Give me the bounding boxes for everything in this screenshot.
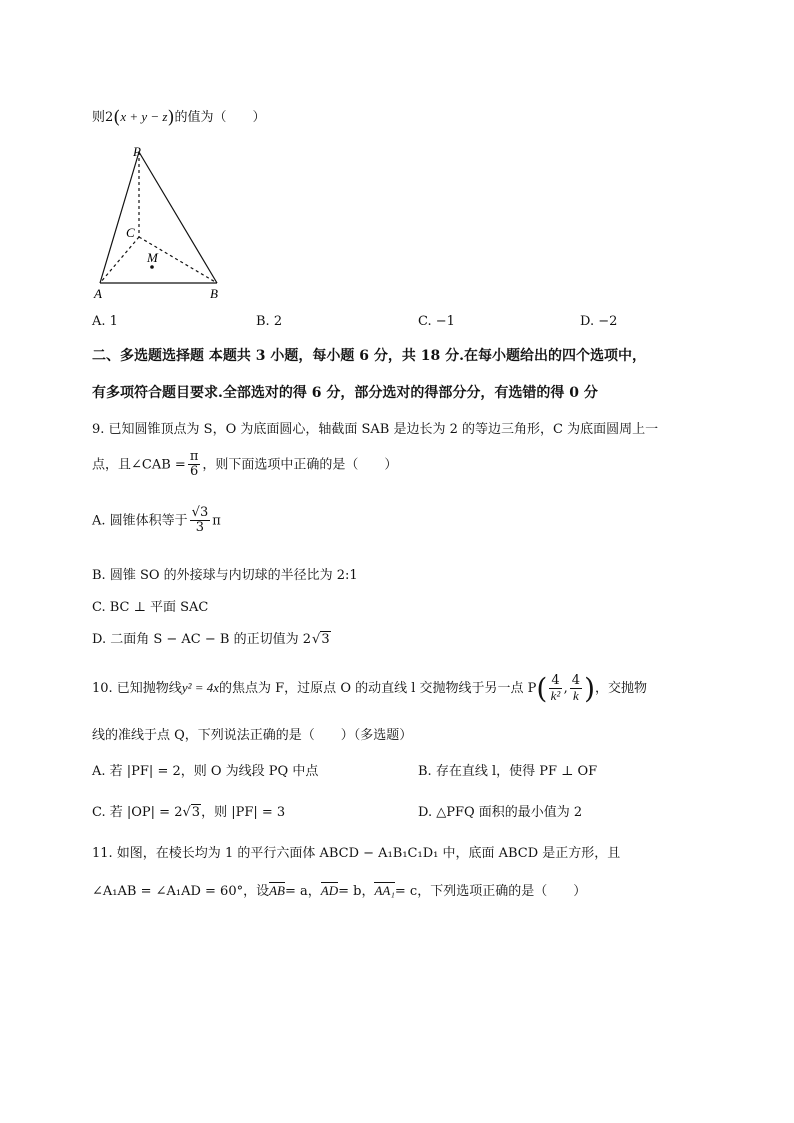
paren-close: ) xyxy=(167,107,175,128)
label-C: C xyxy=(126,225,135,240)
q9-stem-line1: 9. 已知圆锥顶点为 S，O 为底面圆心，轴截面 SAB 是边长为 2 的等边三角形，C 为底面圆周上一 xyxy=(92,422,659,437)
sqrt-sign: √ xyxy=(312,632,321,647)
q9-d-root: 3 xyxy=(321,632,330,647)
q9-option-c[interactable]: C. BC ⊥ 平面 SAC xyxy=(92,600,209,615)
q8-option-c[interactable]: C. −1 xyxy=(418,314,455,329)
paren-open: ( xyxy=(113,107,121,128)
q9-frac-den: 6 xyxy=(189,464,199,480)
edge-PA xyxy=(100,152,139,283)
q10-mid: 的焦点为 F，过原点 O 的动直线 l 交抛物线于另一点 P xyxy=(219,681,537,696)
q10-option-b[interactable]: B. 存在直线 l，使得 PF ⊥ OF xyxy=(418,764,598,779)
label-P: P xyxy=(133,144,141,159)
vector-AD: AD xyxy=(320,883,339,898)
q9-option-a[interactable] xyxy=(92,506,221,536)
q9-angle: 点，且∠CAB = xyxy=(92,457,186,473)
q8-option-a[interactable]: A. 1 xyxy=(92,314,118,329)
point-M xyxy=(150,265,154,269)
q10-c-prefix: C. 若 |OP| = 2 xyxy=(92,805,183,820)
q10-parabola: y² = 4x xyxy=(181,680,220,695)
q10-suffix: ，交抛物 xyxy=(595,681,648,696)
q11-suffix: ，下列选项正确的是（ ） xyxy=(417,884,587,899)
q9-fraction xyxy=(188,450,201,480)
q9-option-d[interactable] xyxy=(92,628,331,647)
q10-frac-2 xyxy=(570,674,582,704)
pyramid-figure xyxy=(90,140,230,310)
q8-stem xyxy=(92,106,266,128)
q10-den2: k xyxy=(573,688,579,703)
q9-a-pi: π xyxy=(212,513,221,529)
q8-coef: 2 xyxy=(105,110,114,125)
paren-close: ) xyxy=(584,672,595,705)
q8-suffix: 的值为（ ） xyxy=(174,110,266,125)
label-M: M xyxy=(147,250,158,265)
sqrt-sign: √ xyxy=(182,805,191,820)
q10-stem-line1: 10. 已知抛物线y² = 4x的焦点为 F，过原点 O 的动直线 l 交抛物线于另一点 P( $\frac{4}{\text{k²}}$ , $\frac{4}{k}$ )，交抛物 xyxy=(92,672,648,705)
q10-option-a[interactable]: A. 若 |PF| = 2，则 O 为线段 PQ 中点 xyxy=(92,764,319,779)
q10-num1: 4 xyxy=(551,672,560,688)
q10-option-c[interactable] xyxy=(92,801,285,820)
q10-num2: 4 xyxy=(571,672,581,688)
q10-c-suffix: ，则 |PF| = 3 xyxy=(201,805,286,820)
q9-stem-line2 xyxy=(92,450,397,480)
q10-option-d[interactable]: D. △PFQ 面积的最小值为 2 xyxy=(418,805,583,820)
vector-AA1: AA₁ xyxy=(374,883,395,898)
label-A: A xyxy=(94,286,102,301)
section2-heading-line1: 二、多选题选择题 本题共 3 小题，每小题 6 分，共 18 分.在每小题给出的四个选项中， xyxy=(92,348,646,364)
q9-stem-suffix: ，则下面选项中正确的是（ ） xyxy=(202,457,398,473)
q10-stem-line2: 线的准线于点 Q，下列说法正确的是（ ）（多选题） xyxy=(92,728,413,743)
q8-option-b[interactable]: B. 2 xyxy=(256,314,283,329)
q11-stem-line1: 11. 如图，在棱长均为 1 的平行六面体 ABCD − A₁B₁C₁D₁ 中，底面 ABCD 是正方形，且 xyxy=(92,846,621,861)
q9-d-prefix: D. 二面角 S − AC − B 的正切值为 2 xyxy=(92,632,312,647)
q9-a-fraction xyxy=(190,506,211,536)
label-B: B xyxy=(210,286,218,301)
q11-eq3: = c xyxy=(394,884,418,899)
q11-angles: ∠A₁AB = ∠A₁AD = 60°，设 xyxy=(92,884,270,899)
q11-eq2: = b， xyxy=(338,884,375,899)
q9-a-num: √3 xyxy=(191,505,209,520)
q10-prefix: 10. 已知抛物线 xyxy=(92,681,182,696)
q10-den1: k² xyxy=(550,688,561,703)
edge-CA xyxy=(100,237,139,283)
q9-a-prefix: A. 圆锥体积等于 xyxy=(92,513,188,529)
q10-frac-1 xyxy=(549,674,561,704)
q8-prefix: 则 xyxy=(92,110,106,125)
q8-expr: x + y − z xyxy=(120,109,168,124)
q9-frac-num: π xyxy=(189,449,199,464)
vector-AB: AB xyxy=(269,883,285,898)
q9-option-b[interactable]: B. 圆锥 SO 的外接球与内切球的半径比为 2:1 xyxy=(92,568,358,583)
q10-c-root: 3 xyxy=(191,805,201,820)
q11-stem-line2 xyxy=(92,880,586,899)
section2-heading-line2: 有多项符合题目要求.全部选对的得 6 分，部分选对的得部分分，有选错的得 0 分 xyxy=(92,385,598,401)
q11-eq1: = a， xyxy=(284,884,321,899)
q9-a-den: 3 xyxy=(195,520,205,536)
q8-option-d[interactable]: D. −2 xyxy=(580,314,618,329)
paren-open: ( xyxy=(536,672,548,705)
